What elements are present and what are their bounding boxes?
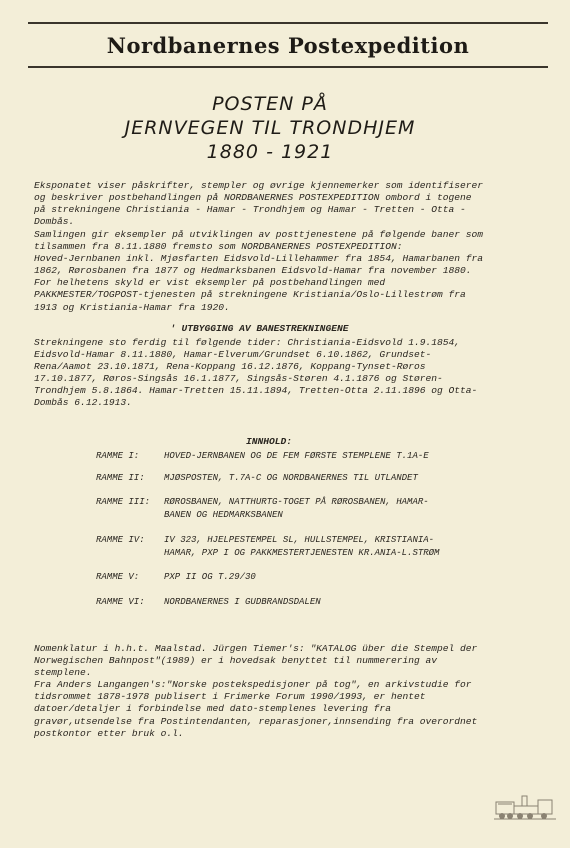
contents-text: HOVED-JERNBANEN OG DE FEM FØRSTE STEMPLENE T.1A-E <box>164 451 429 461</box>
text-line: og beskriver postbehandlingen på NORDBANERNES POSTEXPEDITION ombord i togene <box>34 192 472 204</box>
text-line: 17.10.1877, Røros-Singsås 16.1.1877, Singsås-Støren 4.1.1876 og Støren- <box>34 373 443 385</box>
contents-label: RAMME I: <box>96 451 140 461</box>
contents-label: RAMME II: <box>96 473 145 483</box>
title-line: POSTEN PÅ <box>212 93 328 115</box>
text-line: Eksponatet viser påskrifter, stempler og øvrige kjennemerker som identifiserer <box>34 180 484 191</box>
text-line: Dombås 6.12.1913. <box>34 397 132 409</box>
text-line: 1913 og Kristiania-Hamar fra 1920. <box>34 301 230 313</box>
text-line: tidsrommet 1878-1978 publisert i Frimerke Forum 1990/1993, er hentet <box>34 691 426 703</box>
contents-label: RAMME III: <box>96 497 151 507</box>
text-line: på strekningene Christiania - Hamar - Trondhjem og Hamar - Tretten - Otta - <box>34 204 466 216</box>
page-title <box>60 92 480 164</box>
contents-text: NORDBANERNES I GUDBRANDSDALEN <box>164 597 321 607</box>
text-line: 1862, Rørosbanen fra 1877 og Hedmarksbanen Eidsvold-Hamar fra november 1880. <box>34 265 472 277</box>
title-line: JERNVEGEN TIL TRONDHJEM <box>124 117 416 139</box>
title-line: 1880 - 1921 <box>206 141 334 163</box>
contents-item <box>96 472 516 485</box>
text-line: postkontor etter bruk o.l. <box>34 727 184 739</box>
header-banner <box>28 22 548 68</box>
contents-text: RØROSBANEN, NATTHURTG-TOGET PÅ RØROSBANEN, HAMAR- <box>164 497 429 507</box>
steam-train-icon <box>494 790 556 824</box>
contents-item <box>96 571 516 584</box>
text-line: tilsammen fra 8.11.1880 fremsto som NORDBANERNES POSTEXPEDITION: <box>34 241 403 253</box>
contents-text: BANEN OG HEDMARKSBANEN <box>164 510 283 520</box>
text-line: stemplene. <box>34 667 92 679</box>
notes-paragraph <box>34 643 504 740</box>
contents-item <box>96 596 516 609</box>
text-line: datoer/detaljer i forbindelse med dato-stemplenes levering fra <box>34 703 391 715</box>
contents-label: RAMME IV: <box>96 535 145 545</box>
text-line: Dombås. <box>34 216 75 228</box>
contents-heading: INNHOLD: <box>246 436 293 447</box>
text-line: Strekningene sto ferdig til følgende tider: Christiania-Eidsvold 1.9.1854, <box>34 337 461 348</box>
text-line: Hoved-Jernbanen inkl. Mjøsfarten Eidsvold-Lillehammer fra 1854, Hamarbanen fra <box>34 253 484 265</box>
text-line: Samlingen gir eksempler på utviklingen av posttjenestene på følgende baner som <box>34 229 484 240</box>
text-line: gravør,utsendelse fra Postintendanten, reparasjoner,innsending fra overordnet <box>34 715 478 727</box>
contents-text: MJØSPOSTEN, T.7A-C OG NORDBANERNES TIL UTLANDET <box>164 473 418 483</box>
contents-label: RAMME V: <box>96 572 140 582</box>
contents-label: RAMME VI: <box>96 597 145 607</box>
contents-item <box>96 496 516 520</box>
build-heading: ' UTBYGGING AV BANESTREKNINGENE <box>170 323 349 334</box>
contents-text: PXP II OG T.29/30 <box>164 572 256 582</box>
contents-item <box>96 450 516 463</box>
intro-paragraph <box>34 180 504 228</box>
text-line: Norwegischen Bahnpost"(1989) er i hovedsak benyttet til nummerering av <box>34 655 438 667</box>
contents-text: IV 323, HJELPESTEMPEL SL, HULLSTEMPEL, KRISTIANIA- <box>164 535 435 545</box>
text-line: Eidsvold-Hamar 8.11.1880, Hamar-Elverum/Grundset 6.10.1862, Grundset- <box>34 349 432 361</box>
contents-text: HAMAR, PXP I OG PAKKMESTERTJENESTEN KR.ANIA-L.STRØM <box>164 548 440 558</box>
banner-title: Nordbanernes Postexpedition <box>106 32 470 58</box>
build-paragraph <box>34 337 504 410</box>
text-line: Fra Anders Langangen's:"Norske postekspedisjoner på tog", en arkivstudie for <box>34 679 472 691</box>
text-line: For helhetens skyld er vist eksempler på postbehandlingen med <box>34 277 386 289</box>
text-line: PAKKMESTER/TOGPOST-tjenesten på strekningene Kristiania/Oslo-Lillestrøm fra <box>34 289 466 301</box>
text-line: Trondhjem 5.8.1864. Hamar-Tretten 15.11.1894, Tretten-Otta 2.11.1896 og Otta- <box>34 385 478 397</box>
contents-item <box>96 534 516 558</box>
text-line: Rena/Aamot 23.10.1871, Rena-Koppang 16.12.1876, Koppang-Tynset-Røros <box>34 361 426 373</box>
collection-paragraph <box>34 229 504 314</box>
text-line: Nomenklatur i h.h.t. Maalstad. Jürgen Tiemer's: "KATALOG über die Stempel der <box>34 643 478 654</box>
